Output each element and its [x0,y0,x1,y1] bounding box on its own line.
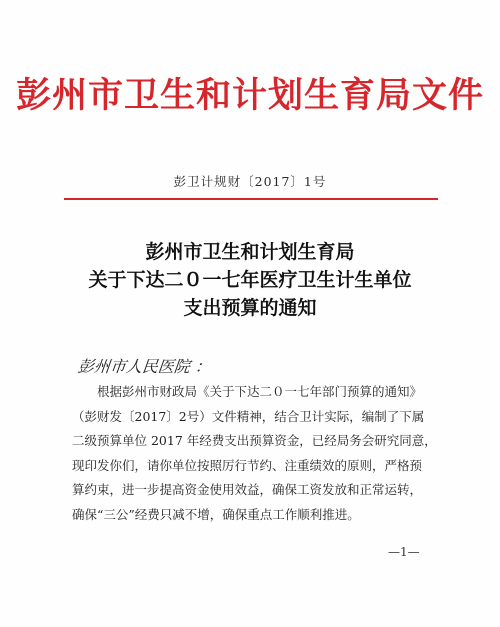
body-line: 根据彭州市财政局《关于下达二０一七年部门预算的通知》 [97,384,423,399]
body-line: 二级预算单位 2017 年经费支出预算资金，已经局务会研究同意， [72,433,437,448]
red-divider-line [64,198,438,200]
red-header-title: 彭州市卫生和计划生育局文件 [15,75,484,116]
body-line: （彭财发〔2017〕2号）文件精神，结合卫计实际，编制了下属 [72,408,425,424]
page-number: —1— [388,545,420,559]
notice-title-line: 彭州市卫生和计划生育局 [145,241,355,263]
document-number: 彭卫计规财〔2017〕1号 [173,174,327,189]
body-line: 确保“三公”经费只减不增，确保重点工作顺利推进。 [72,506,360,522]
notice-title [0,238,500,322]
body-line: 现印发你们，请你单位按照厉行节约、注重绩效的原则，严格预 [72,457,423,473]
notice-title-line: 支出预算的通知 [183,297,317,319]
body-paragraph [72,380,440,527]
handwritten-addressee: 彭州市人民医院 ： [76,357,212,376]
body-line: 算约束，进一步提高资金使用效益，确保工资发放和正常运转， [72,482,423,497]
notice-title-line: 关于下达二０一七年医疗卫生计生单位 [88,269,412,291]
